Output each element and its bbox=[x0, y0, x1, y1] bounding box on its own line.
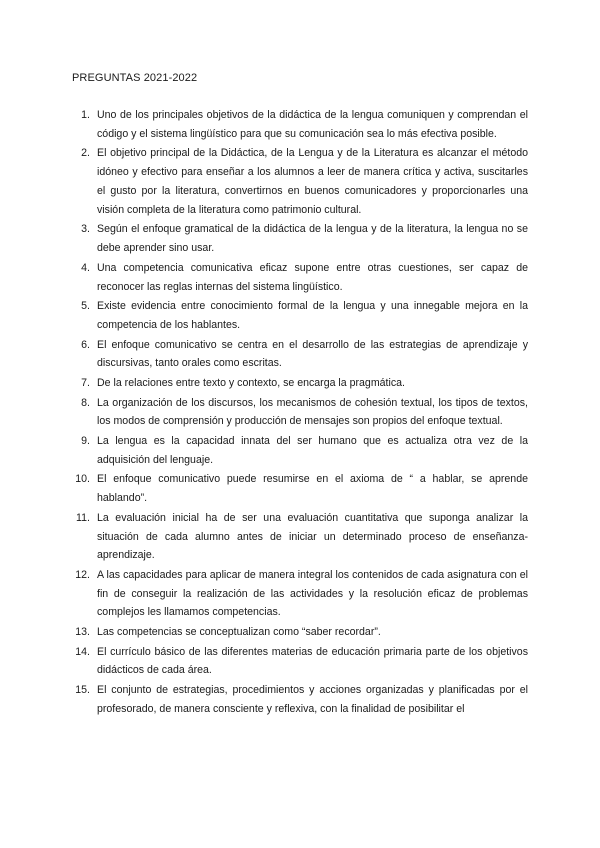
item-text: El enfoque comunicativo se centra en el desarrollo de las estrategias de aprendizaje y discursivas, tanto orales como escritas. bbox=[97, 338, 528, 370]
list-item bbox=[72, 106, 528, 144]
list-item bbox=[72, 643, 528, 681]
list-item bbox=[72, 470, 528, 508]
item-number: 14. bbox=[75, 645, 90, 658]
item-text: Existe evidencia entre conocimiento formal de la lengua y una innegable mejora en la competencia de los hablantes. bbox=[97, 300, 528, 331]
list-item bbox=[72, 509, 528, 565]
list-item bbox=[72, 566, 528, 622]
list-item bbox=[72, 374, 528, 393]
item-text: De la relaciones entre texto y contexto, se encarga la pragmática. bbox=[97, 376, 405, 389]
item-number: 1. bbox=[81, 109, 90, 121]
item-number: 7. bbox=[81, 376, 90, 389]
item-text: El conjunto de estrategias, procedimientos y acciones organizadas y planificadas por el profesorado, de manera consciente y reflexiva, con la finalidad de posibilitar el bbox=[97, 684, 528, 715]
item-number: 15. bbox=[75, 684, 90, 697]
item-text: Uno de los principales objetivos de la didáctica de la lengua comuniquen y comprendan el código y el sistema lingüístico para que su comunicación sea lo más efectiva posible. bbox=[97, 109, 528, 140]
item-number: 5. bbox=[81, 300, 90, 313]
question-list bbox=[72, 106, 528, 719]
list-item bbox=[72, 297, 528, 335]
item-text: El enfoque comunicativo puede resumirse en el axioma de “ a hablar, se aprende hablando”. bbox=[97, 473, 528, 505]
list-item bbox=[72, 144, 528, 219]
list-item bbox=[72, 681, 528, 719]
item-text: La evaluación inicial ha de ser una evaluación cuantitativa que suponga analizar la situación de cada alumno antes de iniciar un determinado proceso de enseñanza-aprendizaje. bbox=[97, 511, 528, 562]
item-text: La lengua es la capacidad innata del ser humano que es actualiza otra vez de la adquisición del lenguaje. bbox=[97, 434, 528, 466]
item-number: 13. bbox=[75, 626, 90, 639]
item-text: El currículo básico de las diferentes materias de educación primaria parte de los objetivos didácticos de cada área. bbox=[97, 645, 528, 677]
list-item bbox=[72, 259, 528, 297]
list-item bbox=[72, 394, 528, 432]
item-number: 9. bbox=[81, 434, 90, 447]
list-item bbox=[72, 623, 528, 642]
item-number: 8. bbox=[81, 396, 90, 409]
item-text: El objetivo principal de la Didáctica, de la Lengua y de la Literatura es alcanzar el método idóneo y efectivo para enseñar a los alumnos a leer de manera crítica y activa, suscitarles el gusto por la literatura, convertirnos en buenos comunicadores y proporcionarles una visión completa de la literatura como patrimonio cultural. bbox=[97, 147, 528, 216]
item-number: 10. bbox=[75, 473, 90, 486]
list-item bbox=[72, 432, 528, 470]
item-number: 4. bbox=[81, 261, 90, 274]
list-item bbox=[72, 336, 528, 374]
item-text: Una competencia comunicativa eficaz supone entre otras cuestiones, ser capaz de reconocer las reglas internas del sistema lingüístico. bbox=[97, 261, 528, 293]
item-number: 11. bbox=[76, 511, 90, 524]
item-number: 3. bbox=[81, 223, 90, 236]
item-text: Según el enfoque gramatical de la didáctica de la lengua y de la literatura, la lengua no se debe aprender sino usar. bbox=[97, 223, 528, 255]
item-text: A las capacidades para aplicar de manera integral los contenidos de cada asignatura con el fin de conseguir la realización de las actividades y la resolución eficaz de problemas complejos les llamamos competencias. bbox=[97, 568, 528, 619]
item-number: 12. bbox=[75, 568, 90, 581]
item-number: 2. bbox=[81, 147, 90, 160]
item-text: La organización de los discursos, los mecanismos de cohesión textual, los tipos de textos, los modos de comprensión y producción de mensajes son propios del enfoque textual. bbox=[97, 396, 528, 428]
item-text: Las competencias se conceptualizan como “saber recordar”. bbox=[97, 626, 381, 639]
item-number: 6. bbox=[81, 338, 90, 351]
document-title: PREGUNTAS 2021-2022 bbox=[72, 72, 198, 84]
list-item bbox=[72, 220, 528, 258]
